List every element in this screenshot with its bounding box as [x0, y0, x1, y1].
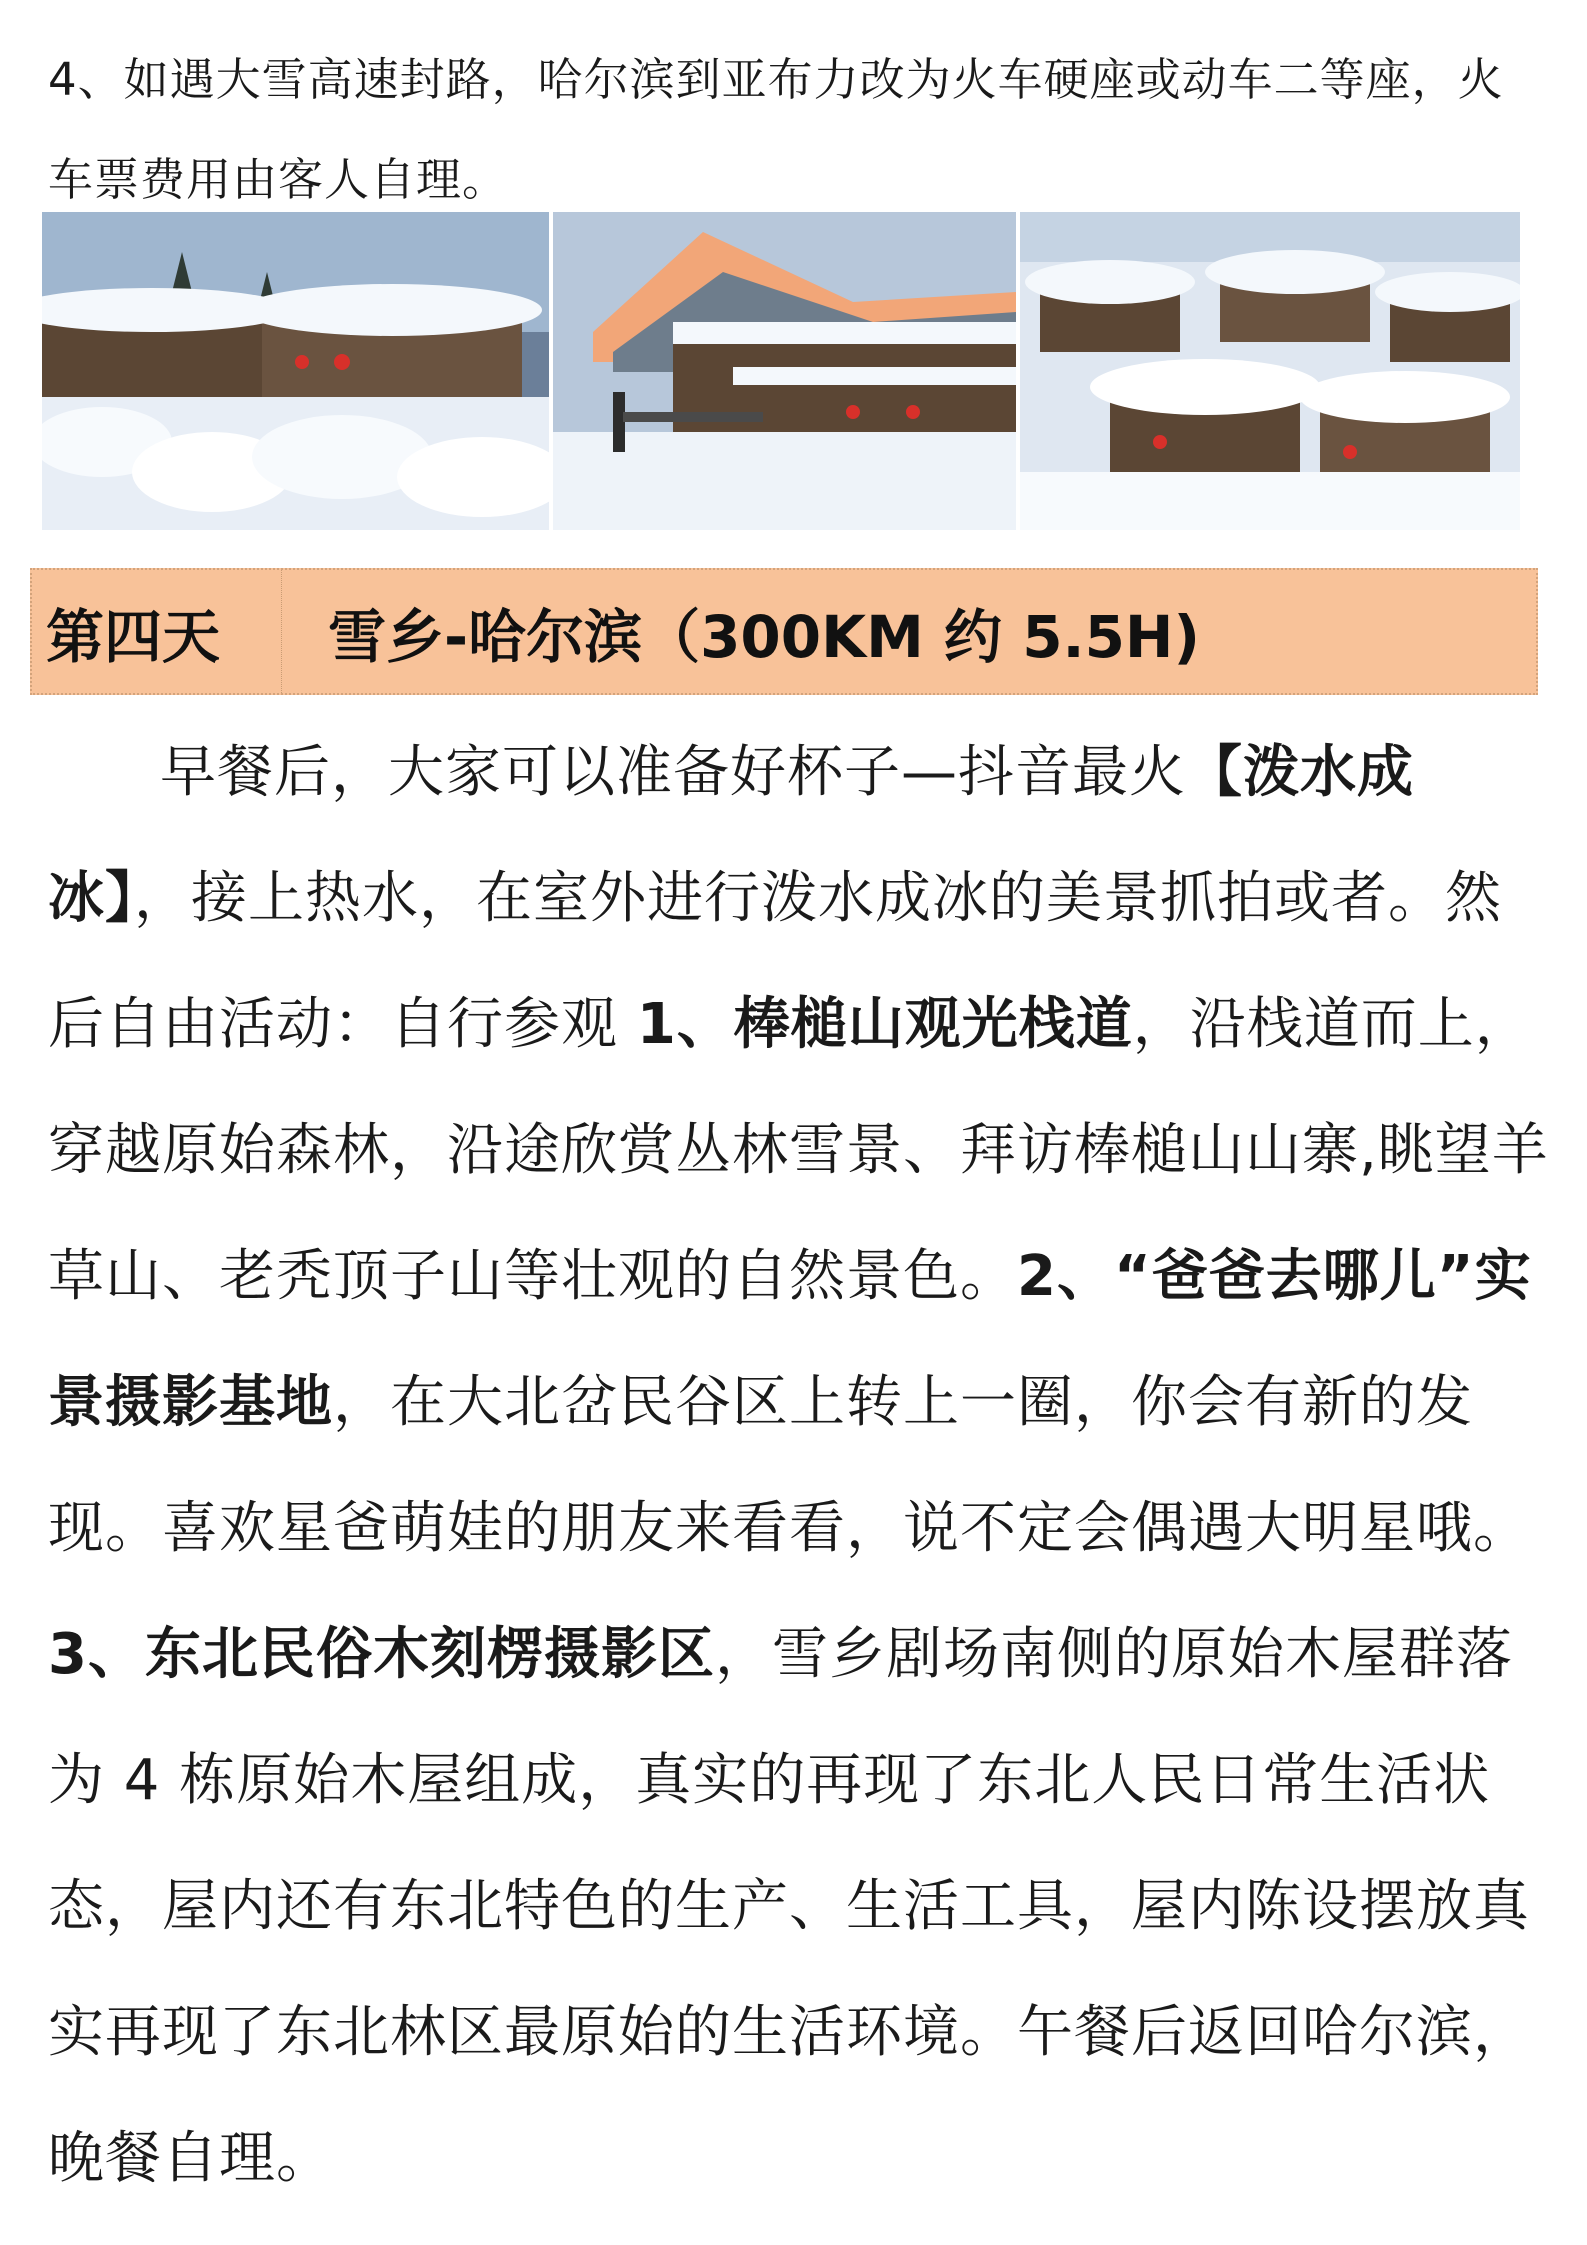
day-header [30, 568, 1538, 695]
day-route: 雪乡-哈尔滨（300KM 约 5.5H) [328, 602, 1200, 671]
text-span: ，雪乡剧场南侧的原始木屋群落为 4 栋原始木屋组成，真实的再现了东北人民日常生活状态，屋内还有东北特色的生产、生活工具，屋内陈设摆放真实再现了东北林区最原始的生活环境。午餐后返回哈尔滨，晚餐自理。 [48, 1622, 1530, 2191]
highlight-folk-area: 3、东北民俗木刻楞摄影区 [48, 1622, 715, 1687]
day-label: 第四天 [32, 570, 282, 693]
highlight-boardwalk: 1、棒槌山观光栈道 [636, 992, 1133, 1057]
photo-strip [42, 212, 1520, 530]
highlight-photo-base: 2、“爸爸去哪儿”实景摄影基地 [48, 1244, 1532, 1435]
highlight-water-ice: 【泼水成冰】 [48, 740, 1414, 931]
description-paragraph [48, 710, 1553, 2222]
snow-village-photo-1 [42, 212, 549, 530]
text-span: ，接上热水，在室外进行泼水成冰的美景抓拍或者。然后自由活动：自行参观 [48, 866, 1502, 1057]
snow-village-photo-2 [553, 212, 1016, 530]
day-description [48, 710, 1553, 2222]
travel-note: 4、如遇大雪高速封路，哈尔滨到亚布力改为火车硬座或动车二等座，火车票费用由客人自理。 [48, 53, 1504, 206]
text-span: 早餐后，大家可以准备好杯子—抖音最火 [160, 740, 1186, 805]
text-span: ，沿栈道而上，穿越原始森林，沿途欣赏丛林雪景、拜访棒槌山山寨,眺望羊草山、老秃顶子山等壮观的自然景色。 [48, 992, 1549, 1309]
snow-village-photo-3 [1020, 212, 1520, 530]
text-span: ，在大北岔民谷区上转上一圈，你会有新的发现。喜欢星爸萌娃的朋友来看看，说不定会偶遇大明星哦。 [48, 1370, 1530, 1561]
